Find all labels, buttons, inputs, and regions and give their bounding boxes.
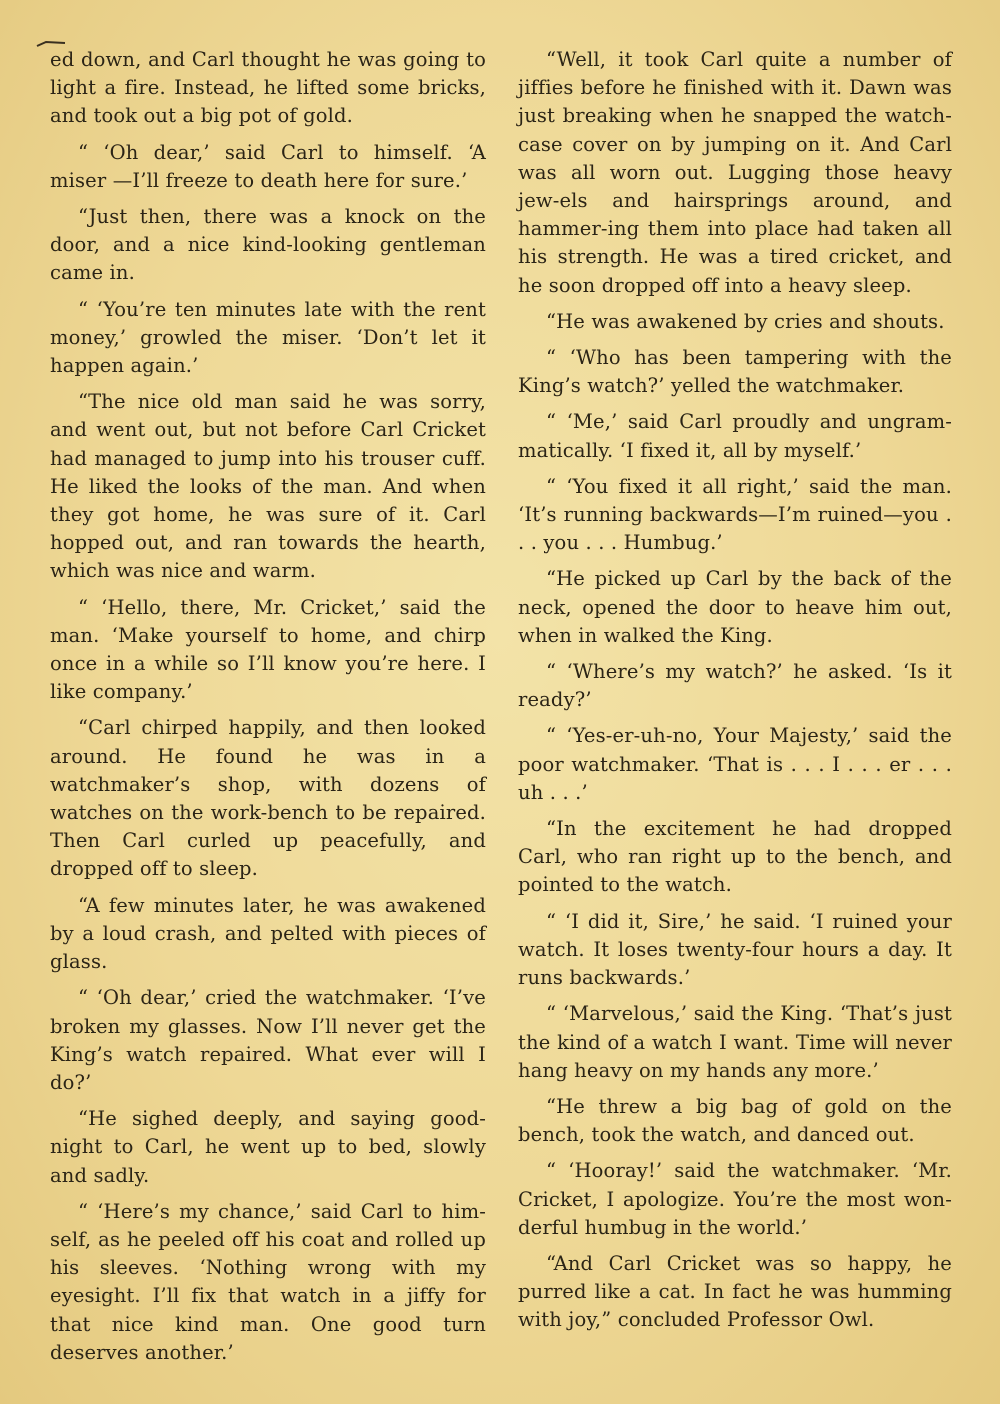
paragraph: “ ‘Hello, there, Mr. Cricket,’ said the man. ‘Make yourself to home, and chirp once in a while so I’ll know you’re here. I like company.’ — [50, 595, 486, 704]
paragraph: “ ‘Oh dear,’ cried the watchmaker. ‘I’ve broken my glasses. Now I’ll never get the King’s watch repaired. What ever will I do?’ — [50, 986, 486, 1094]
paragraph: “He picked up Carl by the back of the neck, opened the door to heave him out, when in walked the King. — [518, 567, 952, 647]
paragraph: “ ‘I did it, Sire,’ he said. ‘I ruined your watch. It loses twenty-four hours a day. It runs backwards.’ — [518, 909, 952, 990]
paragraph: “A few minutes later, he was awakened by a loud crash, and pelted with pieces of glass. — [50, 893, 486, 974]
paragraph: “ ‘Oh dear,’ said Carl to himself. ‘A miser —I’ll freeze to death here for sure.’ — [50, 140, 486, 192]
paragraph: “ ‘Yes-er-uh-no, Your Majesty,’ said the poor watchmaker. ‘That is . . . I . . . er . . . uh . . .’ — [518, 724, 952, 804]
right-column — [518, 46, 952, 1343]
paragraph: “Just then, there was a knock on the door, and a nice kind-looking gentleman came in. — [50, 205, 486, 285]
paragraph: “He sighed deeply, and saying good-night to Carl, he went up to bed, slowly and sadly. — [50, 1107, 486, 1187]
paragraph: “And Carl Cricket was so happy, he purred like a cat. In fact he was humming with joy,” concluded Professor Owl. — [518, 1251, 952, 1332]
paragraph: “ ‘Me,’ said Carl proudly and ungram-matically. ‘I fixed it, all by myself.’ — [518, 410, 952, 462]
paragraph: “In the excitement he had dropped Carl, who ran right up to the bench, and pointed to the watch. — [518, 817, 952, 897]
paragraph: “ ‘Here’s my chance,’ said Carl to him-self, as he peeled off his coat and rolled up his sleeves. ‘Nothing wrong with my eyesight. I’ll fix that watch in a jiffy for that nice kind man. One good turn deserves another.’ — [50, 1199, 486, 1364]
paragraph: “ ‘Who has been tampering with the King’s watch?’ yelled the watchmaker. — [518, 346, 952, 398]
paragraph: ed down, and Carl thought he was going to light a fire. Instead, he lifted some bricks, and took out a big pot of gold. — [50, 48, 486, 128]
paragraph: “The nice old man said he was sorry, and went out, but not before Carl Cricket had managed to jump into his trouser cuff. He liked the looks of the man. And when they got home, he was sure of it. Carl hopped out, and ran towards the hearth, which was nice and warm. — [50, 390, 486, 583]
paragraph: “ ‘Hooray!’ said the watchmaker. ‘Mr. Cricket, I apologize. You’re the most won-derful humbug in the world.’ — [518, 1159, 952, 1239]
paragraph: “He threw a big bag of gold on the bench, took the watch, and danced out. — [518, 1094, 952, 1147]
paragraph: “Well, it took Carl quite a number of jiffies before he finished with it. Dawn was just breaking when he snapped the watch-case cover on by jumping on it. And Carl was all worn out. Lugging those heavy jew-els and hairsprings around, and hammer-ing them into place had taken all his strength. He was a tired cricket, and he soon dropped off into a heavy sleep. — [518, 48, 952, 297]
left-column — [50, 46, 486, 1375]
paragraph: “ ‘You fixed it all right,’ said the man. ‘It’s running backwards—I’m ruined—you . . . you . . . Humbug.’ — [518, 474, 952, 555]
paragraph: “He was awakened by cries and shouts. — [546, 309, 945, 333]
paragraph: “ ‘You’re ten minutes late with the rent money,’ growled the miser. ‘Don’t let it happen again.’ — [50, 297, 486, 378]
paragraph: “ ‘Where’s my watch?’ he asked. ‘Is it ready?’ — [518, 660, 952, 712]
paragraph: “ ‘Marvelous,’ said the King. ‘That’s just the kind of a watch I want. Time will never hang heavy on my hands any more.’ — [518, 1002, 952, 1082]
paragraph: “Carl chirped happily, and then looked around. He found he was in a watchmaker’s shop, with dozens of watches on the work-bench to be repaired. Then Carl curled up peacefully, and dropped off to sleep. — [50, 716, 486, 881]
